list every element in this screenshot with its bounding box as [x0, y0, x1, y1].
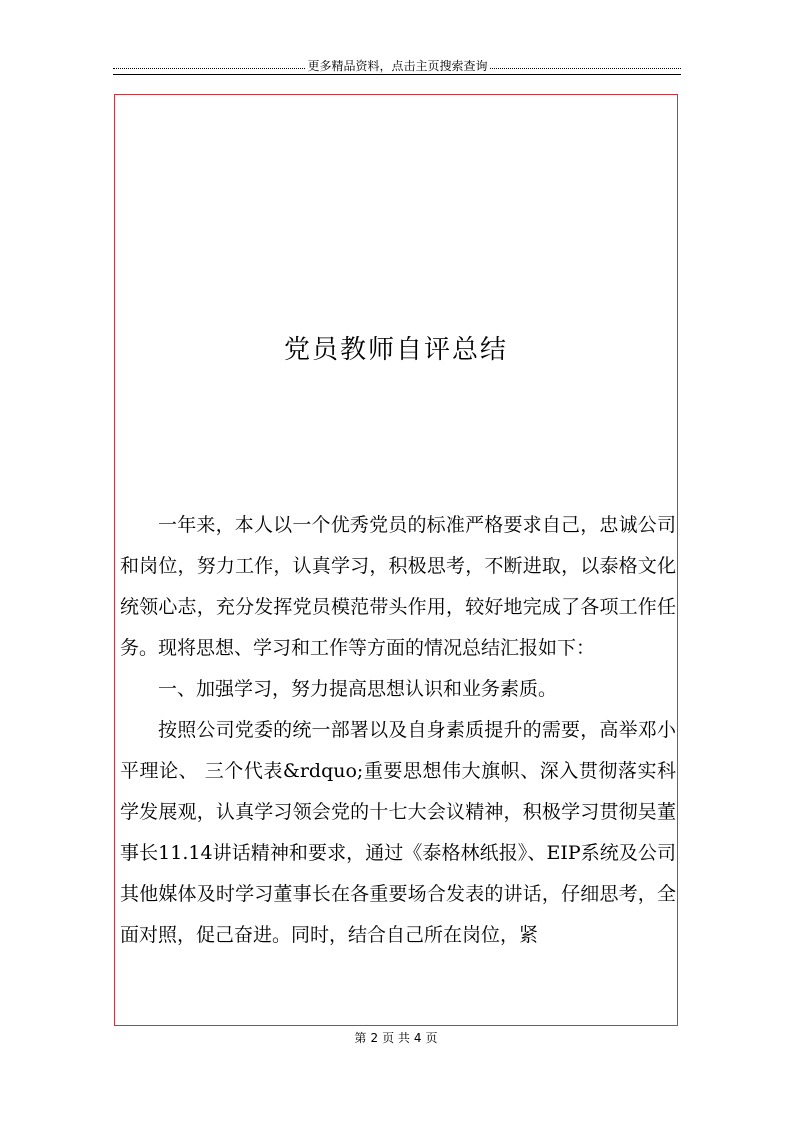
paragraph-study: 按照公司党委的统一部署以及自身素质提升的需要，高举邓小平理论、 三个代表&rdquo;重要思想伟大旗帜、深入贯彻落实科学发展观，认真学习领会党的十七大会议精神，积极学习贯彻吴董事长11.14讲话精神和要求，通过《泰格林纸报》、EIP系统及公司其他媒体及时学习董事长在各重要场合发表的讲话，仔细思考，全面对照，促己奋进。同时，结合自己所在岗位，紧: [120, 719, 676, 946]
footer-total-pages: 4: [413, 1031, 422, 1045]
paragraph-intro: 一年来，本人以一个优秀党员的标准严格要求自己，忠诚公司和岗位，努力工作，认真学习，积极思考，不断进取，以泰格文化统领心志，充分发挥党员模范带头作用，较好地完成了各项工作任务。现将思想、学习和工作等方面的情况总结汇报如下：: [120, 514, 676, 659]
header-dotted-line-left: [113, 68, 305, 69]
document-body: [120, 505, 676, 956]
footer-middle: 页 共: [382, 1031, 410, 1045]
header-text: 更多精品资料，点击主页搜索查询: [305, 59, 490, 73]
footer-prefix: 第: [354, 1031, 367, 1045]
document-title: 党员教师自评总结: [283, 335, 508, 365]
page-footer: [114, 1030, 678, 1046]
paragraph-section-heading: 一、加强学习，努力提高思想认识和业务素质。: [158, 678, 558, 700]
footer-suffix: 页: [425, 1031, 438, 1045]
header-rule: [113, 74, 681, 75]
header-dotted-line-right: [490, 68, 681, 69]
footer-page-number: 2: [370, 1031, 379, 1045]
